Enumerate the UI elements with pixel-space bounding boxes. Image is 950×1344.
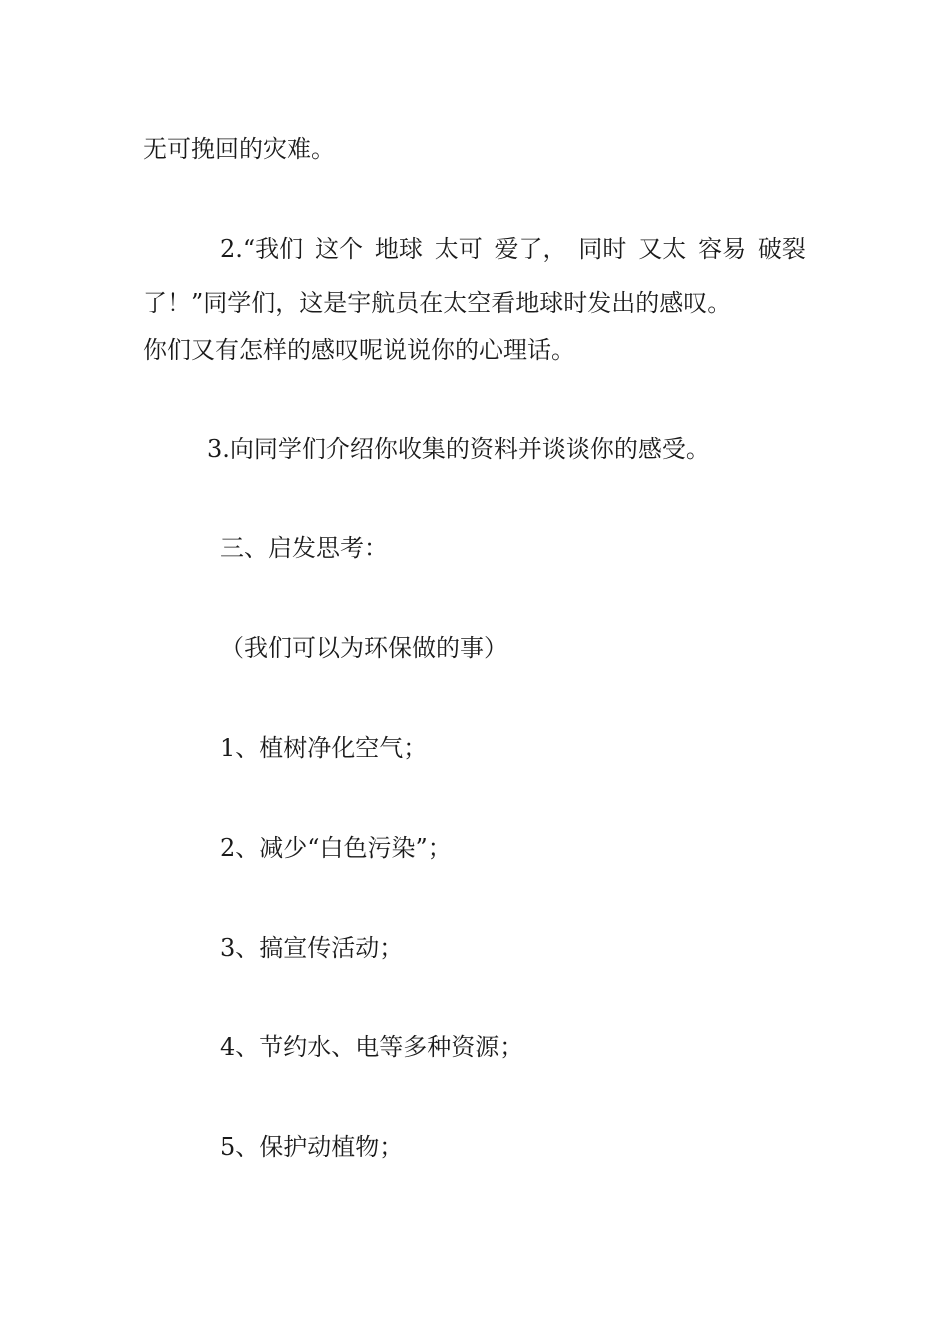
item-2-part: 又太 bbox=[638, 235, 687, 263]
item-3: 3.向同学们介绍你收集的资料并谈谈你的感受。 bbox=[207, 435, 710, 463]
action-item-2: 2、减少“白色污染”； bbox=[220, 834, 452, 862]
item-2-part: 同时 bbox=[578, 235, 627, 263]
item-2-part: 太可 bbox=[434, 235, 483, 263]
action-item-5: 5、保护动植物； bbox=[220, 1133, 404, 1161]
item-2-part: 地球 bbox=[374, 235, 423, 263]
section-heading: 三、启发思考： bbox=[220, 534, 388, 562]
action-item-3: 3、搞宣传活动； bbox=[220, 934, 404, 962]
item-2-line-2: 了！”同学们，这是宇航员在太空看地球时发出的感叹。 bbox=[143, 289, 732, 317]
continuation-line: 无可挽回的灾难。 bbox=[143, 135, 335, 163]
subheading: （我们可以为环保做的事） bbox=[220, 634, 508, 662]
item-2-part: 这个 bbox=[315, 235, 364, 263]
item-2-part: 2.“我们 bbox=[220, 235, 304, 263]
item-2-part: 容易 bbox=[698, 235, 747, 263]
action-item-1: 1、植树净化空气； bbox=[220, 734, 428, 762]
item-2-line-3: 你们又有怎样的感叹呢说说你的心理话。 bbox=[143, 336, 575, 364]
item-2-part: 破裂 bbox=[757, 235, 806, 263]
item-2-line-1 bbox=[220, 235, 806, 263]
action-item-4: 4、节约水、电等多种资源； bbox=[220, 1033, 524, 1061]
item-2-part: 爱了， bbox=[494, 235, 567, 263]
